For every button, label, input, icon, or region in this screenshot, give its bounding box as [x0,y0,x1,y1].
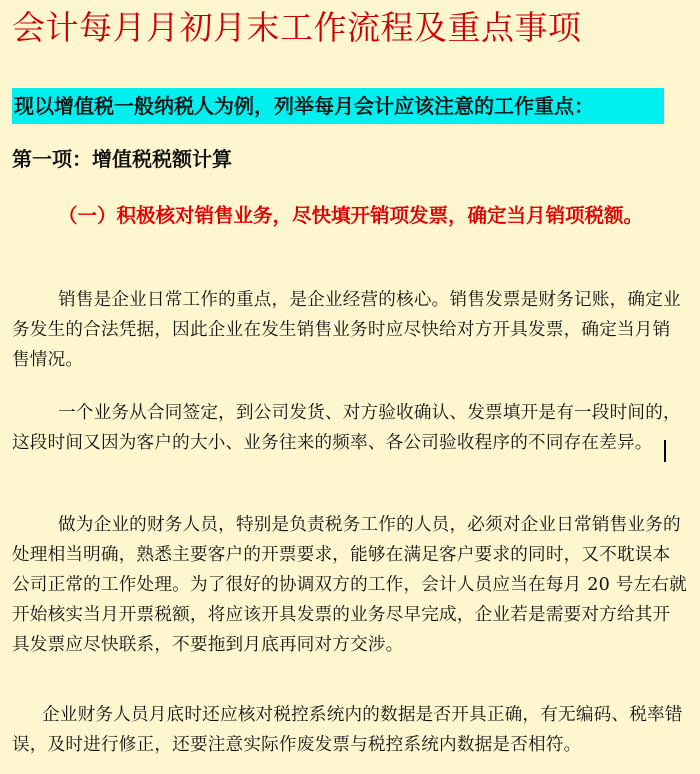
sub-heading: （一）积极核对销售业务，尽快填开销项发票，确定当月销项税额。 [58,204,644,227]
paragraph-1: 销售是企业日常工作的重点，是企业经营的核心。销售发票是财务记账，确定业务发生的合法凭据，因此企业在发生销售业务时应尽快给对方开具发票，确定当月销售情况。 [12,290,681,370]
paragraph-3: 做为企业的财务人员，特别是负责税务工作的人员，必须对企业日常销售业务的处理相当明确，熟悉主要客户的开票要求，能够在满足客户要求的同时，又不耽误本公司正常的工作处理。为了很好的协调双方的工作，会计人员应当在每月 20 号左右就开始核实当月开票税额，将应该开具发票的业务尽早完成，企业若是需要对方给其开具发票应尽快联系，不要拖到月底再同对方交涉。 [12,515,687,655]
intro-text: 现以增值税一般纳税人为例，列举每月会计应该注意的工作重点： [14,94,594,118]
section-heading: 第一项：增值税税额计算 [12,147,232,171]
text-cursor [664,440,666,462]
paragraph-4: 企业财务人员月底时还应核对税控系统内的数据是否开具正确，有无编码、税率错误，及时进行修正，还要注意实际作废发票与税控系统内数据是否相符。 [12,705,683,755]
paragraph-2: 一个业务从合同签定，到公司发货、对方验收确认、发票填开是有一段时间的，这段时间又因为客户的大小、业务往来的频率、各公司验收程序的不同存在差异。 [12,403,681,453]
page-title: 会计每月月初月末工作流程及重点事项 [12,8,582,47]
